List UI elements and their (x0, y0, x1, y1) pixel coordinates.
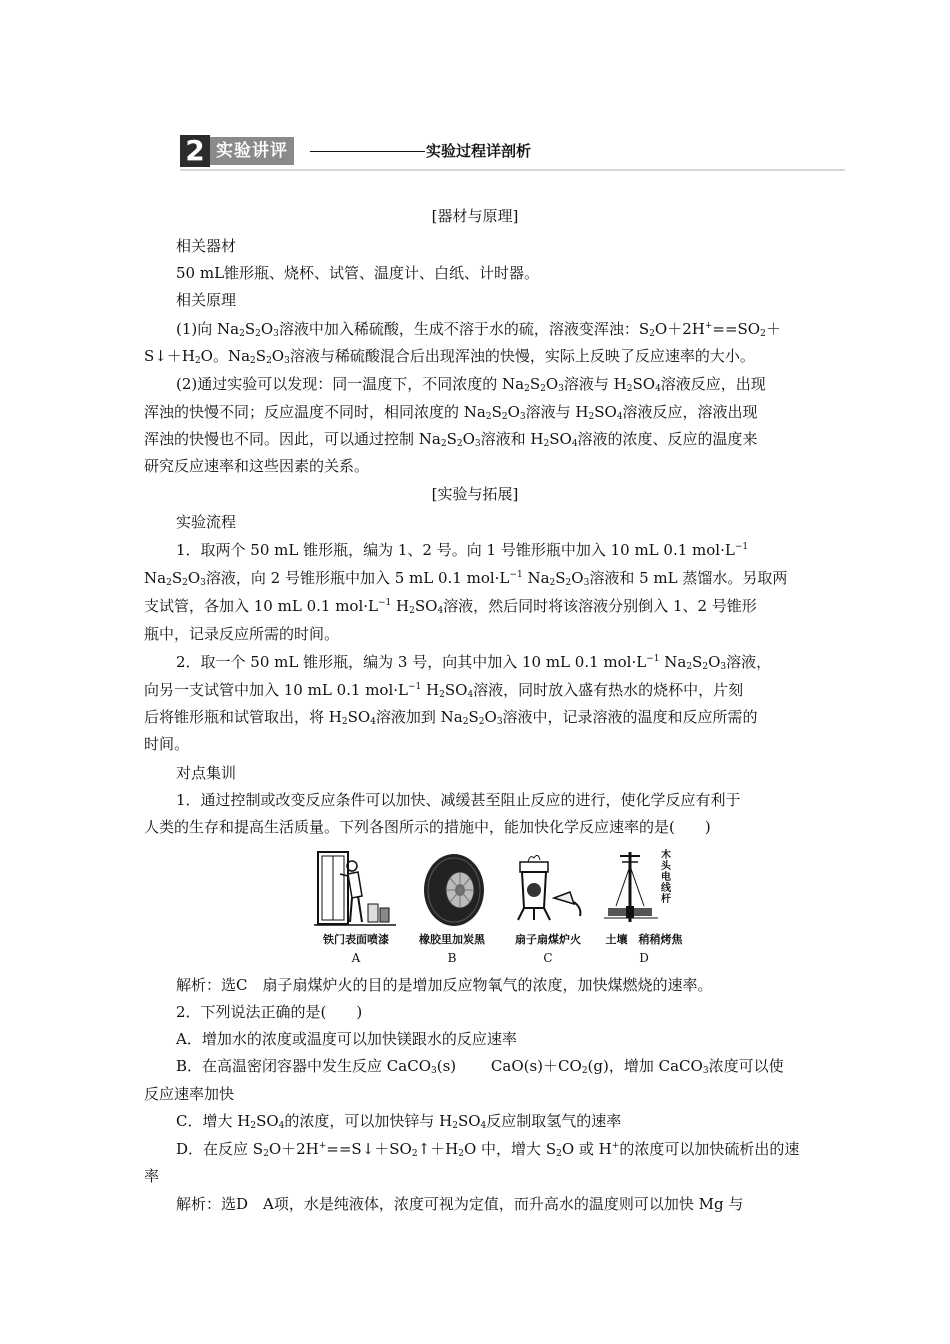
section-subtitle: 实验过程详剖析 (426, 142, 532, 160)
pole-label-char: 杆 (661, 894, 671, 905)
flow-2-line-4: 时间。 (144, 735, 190, 753)
figure-letter-b: B (447, 951, 457, 965)
label-experiment-flow: 实验流程 (176, 513, 237, 531)
pole-label-char: 线 (661, 883, 671, 894)
wooden-pole-icon (596, 846, 692, 932)
section-number-badge: 2 (180, 135, 210, 167)
pole-label-char: 头 (661, 861, 671, 872)
label-equipment: 相关器材 (176, 237, 237, 255)
question-2-analysis: 解析：选D A项，水是纯液体，浓度可视为定值，而升高水的温度则可以加快 Mg 与 (176, 1195, 744, 1213)
section-title: 实验讲评 (210, 137, 294, 165)
principle-1-line-1: (1)向 $Na_2S_2O_3$溶液中加入稀硫酸，生成不溶于水的硫，溶液变浑浊：$S_2O+2H^+==SO_2+$ (176, 320, 781, 339)
principle-2-line-4: 研究反应速率和这些因素的关系。 (144, 457, 370, 475)
section-banner (180, 133, 845, 171)
flow-1-line-4: 瓶中，记录反应所需的时间。 (144, 625, 340, 643)
question-2-option-b-line-2: 反应速率加快 (144, 1085, 235, 1103)
figure-item-c (500, 846, 596, 968)
flow-1-line-3: 支试管，各加入 10 mL 0.1 $mol\cdot L^{-1}$ $H_2SO_4$溶液，然后同时将该溶液分别倒入 1、2 号锥形 (144, 597, 757, 616)
banner-divider (310, 151, 425, 152)
banner-underline (180, 169, 845, 171)
flow-2-line-1: 2．取一个 50 mL 锥形瓶，编为 3 号，向其中加入 10 mL 0.1 $mol\cdot L^{-1}$ $Na_2S_2O_3$溶液， (176, 653, 772, 672)
figure-item-a (308, 846, 404, 968)
flow-2-line-3: 后将锥形瓶和试管取出，将 $H_2SO_4$溶液加到 $Na_2S_2O_3$溶液中，记录溶液的温度和反应所需的 (144, 708, 758, 727)
equipment-text: 50 mL锥形瓶、烧杯、试管、温度计、白纸、计时器。 (176, 264, 540, 282)
label-principle: 相关原理 (176, 291, 237, 309)
figure-caption-d: 土壤 稍稍烤焦 (605, 933, 683, 946)
figure-letter-a: A (351, 951, 361, 965)
principle-2-line-2: 浑浊的快慢不同；反应温度不同时，相同浓度的 $Na_2S_2O_3$溶液与 $H_2SO_4$溶液反应，溶液出现 (144, 403, 758, 422)
pole-label-char: 木 (661, 850, 671, 861)
figure-caption-a: 铁门表面喷漆 (323, 933, 389, 946)
tire-icon (404, 846, 500, 932)
question-1-line-1: 1．通过控制或改变反应条件可以加快、减缓甚至阻止反应的进行，使化学反应有利于 (176, 791, 741, 809)
question-1-analysis: 解析：选C 扇子扇煤炉火的目的是增加反应物氧气的浓度，加快煤燃烧的速率。 (176, 976, 713, 994)
figure-item-d (596, 846, 692, 968)
figure-item-b (404, 846, 500, 968)
figure-caption-b: 橡胶里加炭黑 (419, 933, 485, 946)
question-2-option-c: C．增大 $H_2SO_4$的浓度，可以加快锌与 $H_2SO_4$反应制取氢气的速率 (176, 1112, 622, 1131)
question-1-figure (308, 846, 683, 968)
pole-label (660, 850, 672, 905)
principle-1-line-2: $S↓+H_2O$。$Na_2S_2O_3$溶液与稀硫酸混合后出现浑浊的快慢，实际上反映了反应速率的大小。 (144, 347, 755, 366)
label-practice: 对点集训 (176, 764, 237, 782)
question-2-option-d-line-2: 率 (144, 1167, 160, 1185)
figure-letter-c: C (543, 951, 553, 965)
stove-fan-icon (500, 846, 596, 932)
principle-2-line-3: 浑浊的快慢也不同。因此，可以通过控制 $Na_2S_2O_3$溶液和 $H_2SO_4$溶液的浓度、反应的温度来 (144, 430, 758, 449)
pole-label-char: 电 (661, 872, 671, 883)
question-2-stem: 2．下列说法正确的是( ) (176, 1003, 363, 1021)
flow-1-line-1: 1．取两个 50 mL 锥形瓶，编为 1、2 号。向 1 号锥形瓶中加入 10 mL 0.1 $mol\cdot L^{-1}$ (176, 541, 749, 559)
question-1-line-2: 人类的生存和提高生活质量。下列各图所示的措施中，能加快化学反应速率的是( ) (144, 818, 711, 836)
painting-door-icon (308, 846, 404, 932)
flow-2-line-2: 向另一支试管中加入 10 mL 0.1 $mol\cdot L^{-1}$ $H_2SO_4$溶液，同时放入盛有热水的烧杯中，片刻 (144, 681, 744, 700)
flow-1-line-2: $Na_2S_2O_3$溶液，向 2 号锥形瓶中加入 5 mL 0.1 $mol\cdot L^{-1}$ $Na_2S_2O_3$溶液和 5 mL 蒸馏水。另取两 (144, 569, 788, 588)
heading-equipment-principle: [器材与原理] (431, 207, 519, 225)
heading-experiment: [实验与拓展] (431, 485, 519, 503)
figure-caption-c: 扇子扇煤炉火 (515, 933, 581, 946)
question-2-option-a: A．增加水的浓度或温度可以加快镁跟水的反应速率 (176, 1030, 517, 1048)
question-2-option-d-line-1: D．在反应 $S_2O+2H^+==S↓+SO_2↑+H_2O$ 中，增大 $S_2O$ 或 H+的浓度可以加快硫析出的速 (176, 1140, 800, 1159)
figure-letter-d: D (639, 951, 649, 965)
question-2-option-b-line-1: B．在高温密闭容器中发生反应 CaCO$_3$(s) $CaO(s)+CO_2(g)$，增加 CaCO$_3$浓度可以使 (176, 1057, 784, 1076)
principle-2-line-1: (2)通过实验可以发现：同一温度下，不同浓度的 $Na_2S_2O_3$溶液与 $H_2SO_4$溶液反应，出现 (176, 375, 766, 394)
